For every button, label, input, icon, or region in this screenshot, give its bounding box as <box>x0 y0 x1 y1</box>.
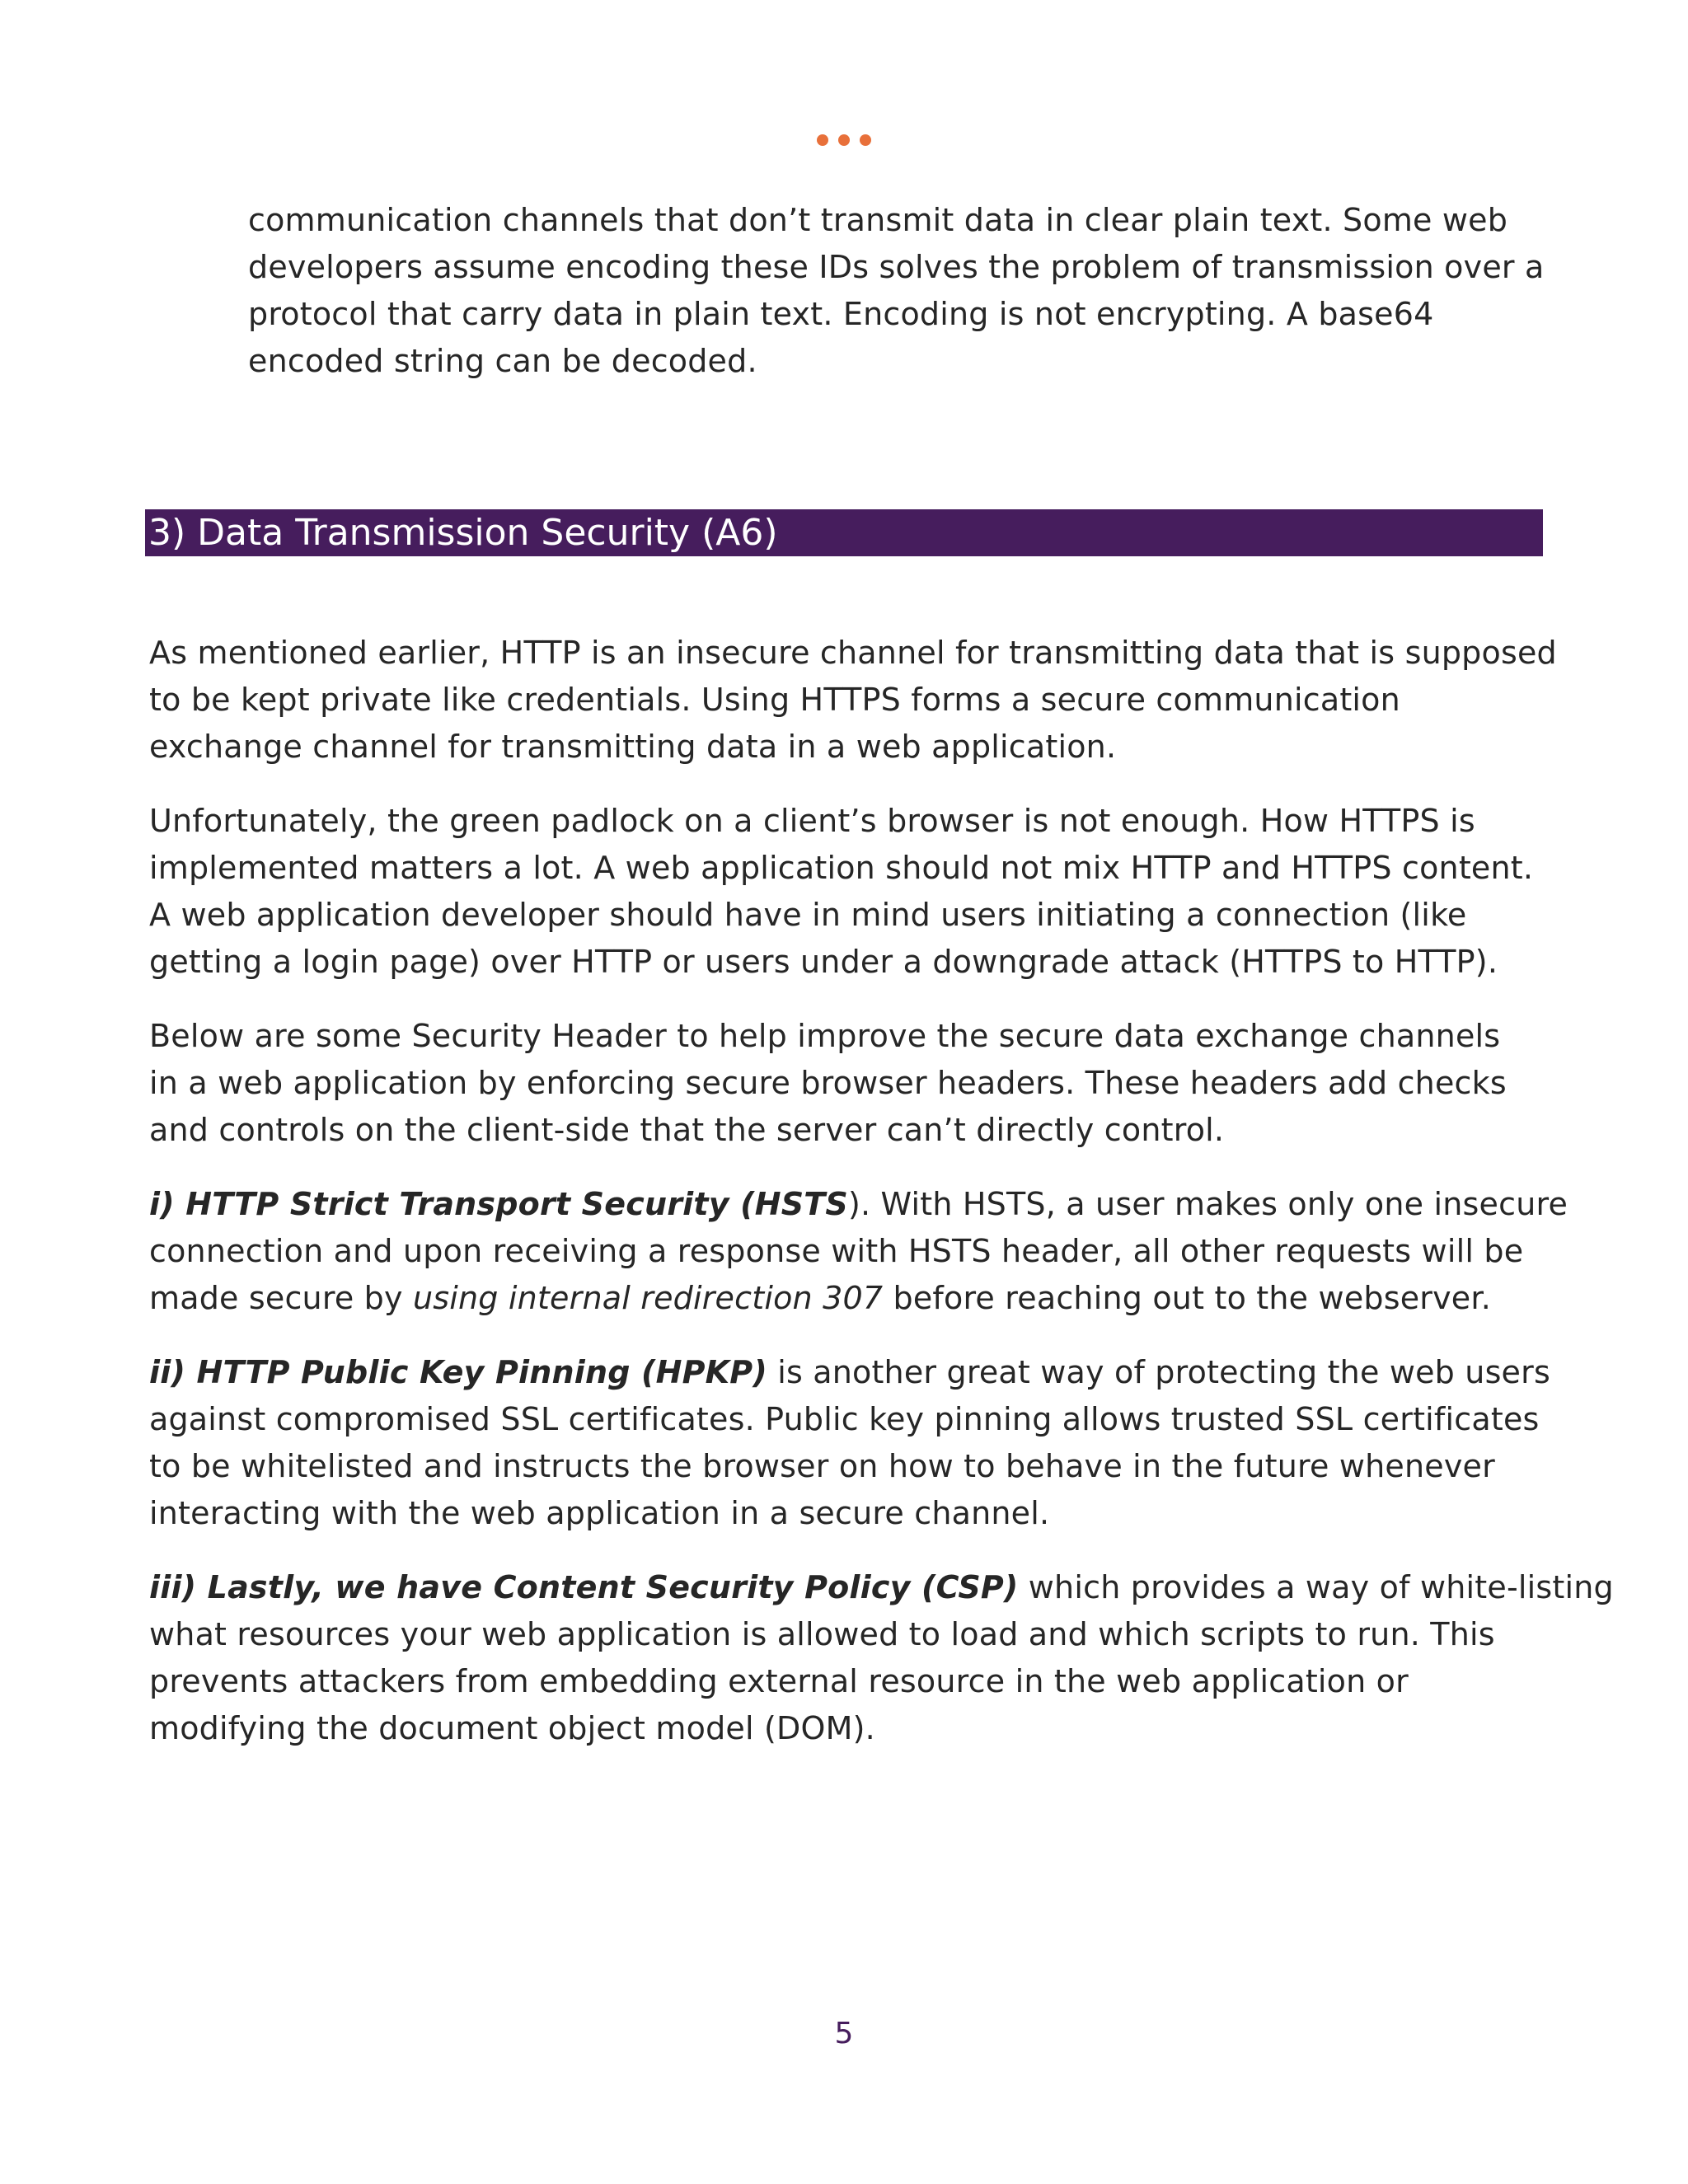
text-line: connection and upon receiving a response with HSTS header, all other requests will be <box>149 1233 1524 1269</box>
text-line: protocol that carry data in plain text. Encoding is not encrypting. A base64 <box>248 296 1434 332</box>
text-line: communication channels that don’t transmit data in clear plain text. Some web <box>248 202 1508 238</box>
paragraph-padlock <box>149 798 1550 986</box>
text-line: prevents attackers from embedding external resource in the web application or <box>149 1663 1409 1699</box>
hpkp-line1-rest: is another great way of protecting the web users <box>767 1354 1550 1390</box>
section-heading-bar <box>145 509 1543 556</box>
hsts-line3-em: using internal redirection 307 <box>412 1280 884 1316</box>
hsts-lead: i) HTTP Strict Transport Security (HSTS <box>149 1186 848 1222</box>
text-line: interacting with the web application in a secure channel. <box>149 1495 1050 1531</box>
hsts-line1-rest: ). With HSTS, a user makes only one insecure <box>847 1186 1568 1222</box>
dot-icon <box>860 134 871 146</box>
text-line: implemented matters a lot. A web application should not mix HTTP and HTTPS content. <box>149 850 1534 886</box>
dot-icon <box>838 134 850 146</box>
text-line <box>149 1349 1550 1396</box>
text-line: Unfortunately, the green padlock on a client’s browser is not enough. How HTTPS is <box>149 803 1475 839</box>
text-line: encoded string can be decoded. <box>248 343 757 379</box>
section-heading: 3) Data Transmission Security (A6) <box>148 512 778 554</box>
text-line <box>149 1564 1614 1611</box>
paragraph-hpkp <box>149 1349 1550 1537</box>
paragraph-hsts <box>149 1181 1568 1322</box>
paragraph-headers <box>149 1013 1550 1154</box>
text-line: and controls on the client-side that the server can’t directly control. <box>149 1112 1225 1148</box>
csp-lead: iii) Lastly, we have Content Security Policy (CSP) <box>149 1569 1019 1605</box>
text-line: As mentioned earlier, HTTP is an insecure channel for transmitting data that is supposed <box>149 635 1557 671</box>
text-line: exchange channel for transmitting data in a web application. <box>149 729 1117 765</box>
hsts-line3-pre: made secure by <box>149 1280 413 1316</box>
text-line <box>149 1275 1550 1322</box>
text-line: developers assume encoding these IDs solves the problem of transmission over a <box>248 249 1545 285</box>
text-line: what resources your web application is allowed to load and which scripts to run. This <box>149 1616 1495 1652</box>
paragraph-csp <box>149 1564 1614 1752</box>
text-line: to be whitelisted and instructs the browser on how to behave in the future whenever <box>149 1448 1495 1484</box>
text-line: A web application developer should have in mind users initiating a connection (like <box>149 897 1467 933</box>
text-line: Below are some Security Header to help improve the secure data exchange channels <box>149 1018 1501 1054</box>
page-number: 5 <box>834 2017 854 2050</box>
csp-line1-rest: which provides a way of white-listing <box>1018 1569 1614 1605</box>
section-body <box>149 630 1614 1779</box>
paragraph-intro <box>149 630 1557 771</box>
text-line: to be kept private like credentials. Using HTTPS forms a secure communication <box>149 682 1400 718</box>
dot-icon <box>817 134 828 146</box>
text-line: modifying the document object model (DOM). <box>149 1710 875 1746</box>
text-line: in a web application by enforcing secure browser headers. These headers add checks <box>149 1065 1507 1101</box>
text-line: against compromised SSL certificates. Public key pinning allows trusted SSL certificates <box>149 1401 1540 1437</box>
text-line <box>149 1181 1568 1228</box>
hpkp-lead: ii) HTTP Public Key Pinning (HPKP) <box>149 1354 767 1390</box>
continued-paragraph <box>248 197 1559 385</box>
hsts-line3-post: before reaching out to the webserver. <box>883 1280 1491 1316</box>
text-line: getting a login page) over HTTP or users under a downgrade attack (HTTPS to HTTP). <box>149 944 1498 980</box>
ellipsis-decoration <box>0 134 1688 149</box>
